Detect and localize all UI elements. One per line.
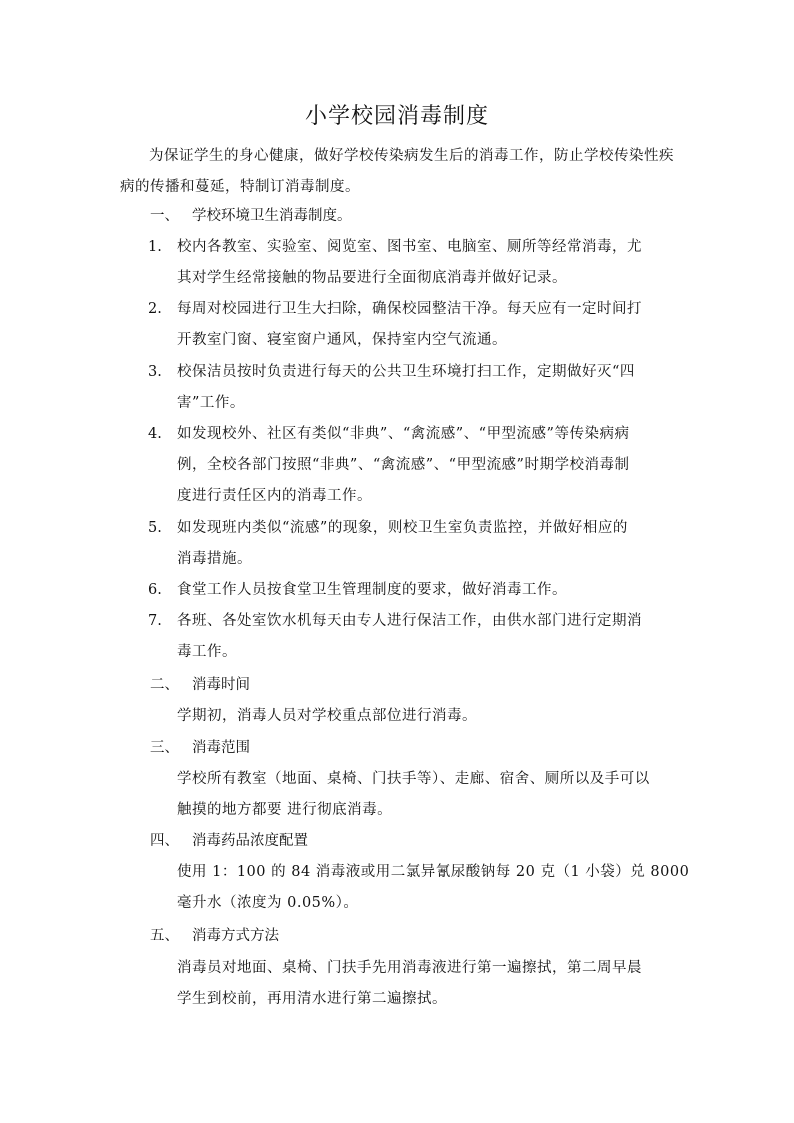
intro-paragraph: 为保证学生的身心健康，做好学校传染病发生后的消毒工作，防止学校传染性疾病的传播和蔓延，特制订消毒制度。 [120,148,674,195]
list-item-number: 4. [148,426,162,442]
section-body-line: 学生到校前，再用清水进行第二遍擦拭。 [177,991,447,1007]
section-number: 三、 [150,740,179,756]
list-item-line: 各班、各处室饮水机每天由专人进行保洁工作，由供水部门进行定期消 [177,613,642,629]
list-item-line: 例，全校各部门按照“非典”、“禽流感”、“甲型流感”时期学校消毒制 [177,457,630,473]
section-body-line: 使用 1：100 的 84 消毒液或用二氯异氰尿酸钠每 20 克（1 小袋）兑 8000 [177,864,690,880]
list-item-number: 1. [148,239,162,255]
list-item-line: 如发现班内类似“流感”的现象，则校卫生室负责监控，并做好相应的 [177,520,628,536]
list-item-number: 2. [148,301,162,317]
section-body-line: 消毒员对地面、桌椅、门扶手先用消毒液进行第一遍擦拭，第二周早晨 [177,960,642,976]
list-item-number: 6. [148,582,162,598]
section-body-line: 学期初，消毒人员对学校重点部位进行消毒。 [177,708,477,724]
section-title: 消毒方式方法 [192,928,279,944]
page-title: 小学校园消毒制度 [304,104,489,129]
section-title: 学校环境卫生消毒制度。 [192,208,352,224]
list-item-line: 每周对校园进行卫生大扫除，确保校园整洁干净。每天应有一定时间打 [177,301,642,317]
section-body-line: 触摸的地方都要 进行彻底消毒。 [177,802,393,818]
list-item-line: 开教室门窗、寝室窗户通风，保持室内空气流通。 [177,332,507,348]
section-number: 五、 [150,928,179,944]
section-title: 消毒时间 [192,677,250,693]
list-item-line: 校保洁员按时负责进行每天的公共卫生环境打扫工作，定期做好灭“四 [177,364,635,380]
list-item-line: 消毒措施。 [177,551,252,567]
section-number: 二、 [150,677,179,693]
list-item-number: 7. [148,613,162,629]
list-item-number: 3. [148,364,162,380]
list-item-line: 害”工作。 [177,395,245,411]
section-title: 消毒范围 [192,740,250,756]
list-item-line: 度进行责任区内的消毒工作。 [177,488,372,504]
section-number: 一、 [150,208,179,224]
list-item-line: 其对学生经常接触的物品要进行全面彻底消毒并做好记录。 [177,270,567,286]
section-title: 消毒药品浓度配置 [192,833,308,849]
list-item-number: 5. [148,520,162,536]
list-item-line: 毒工作。 [177,644,237,660]
list-item-line: 如发现校外、社区有类似“非典”、“禽流感”、“甲型流感”等传染病病 [177,426,630,442]
section-number: 四、 [150,833,179,849]
section-body-line: 学校所有教室（地面、桌椅、门扶手等）、走廊、宿舍、厕所以及手可以 [177,771,650,787]
list-item-line: 校内各教室、实验室、阅览室、图书室、电脑室、厕所等经常消毒，尤 [177,239,642,255]
section-body-line: 毫升水（浓度为 0.05%）。 [177,895,359,911]
list-item-line: 食堂工作人员按食堂卫生管理制度的要求，做好消毒工作。 [177,582,567,598]
